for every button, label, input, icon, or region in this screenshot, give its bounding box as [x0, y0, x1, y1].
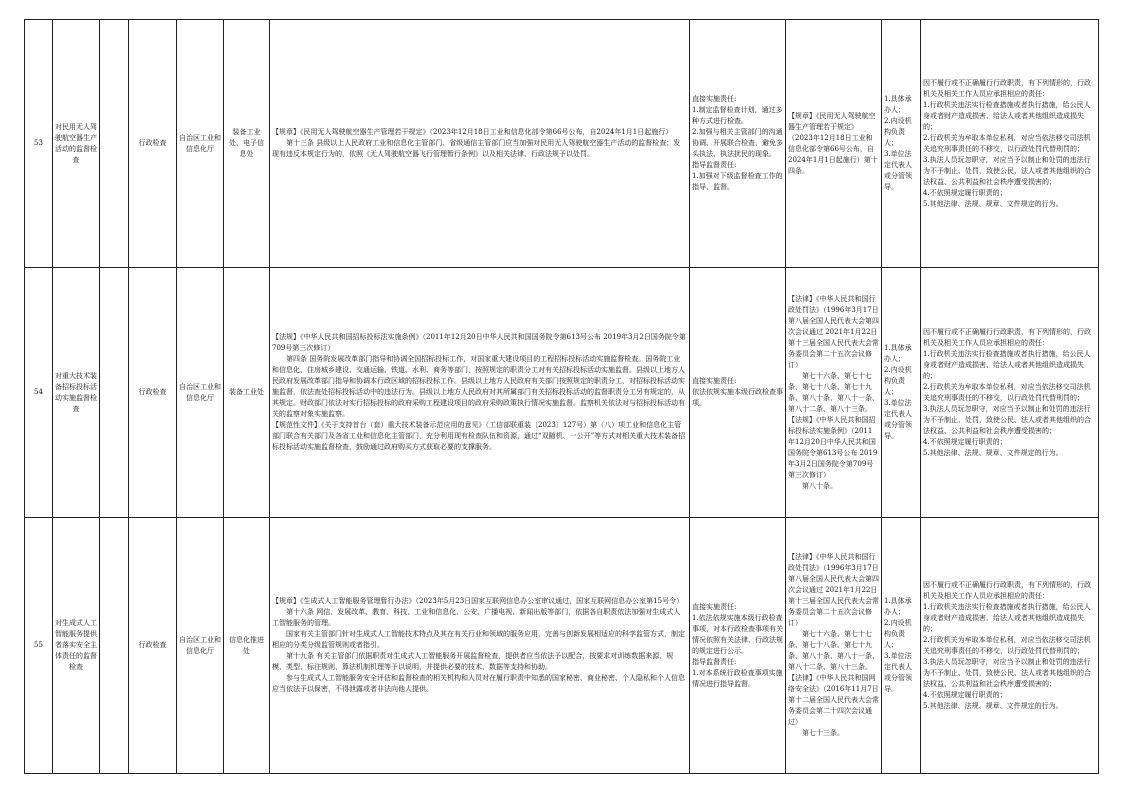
duty-subjects: [882, 518, 921, 774]
resp-line: 1.制定监督检查计划，通过多种方式进行检查。: [692, 106, 783, 125]
duty-line: 3.单位法定代表人或分管领导。: [884, 399, 912, 440]
table-row: [25, 518, 1099, 774]
resp-line: 指导监督责任:: [692, 161, 737, 169]
empty-cell: [100, 268, 129, 518]
duty-subjects: [882, 20, 921, 268]
duty-line: 2.内设机构负责人；: [884, 619, 912, 649]
empty-cell: [100, 518, 129, 774]
responsibility-basis: [786, 20, 882, 268]
resp-line: 直接实施责任:: [692, 602, 737, 611]
row-seq: 55: [25, 518, 53, 774]
item-category: 行政检查: [129, 268, 177, 518]
duty-line: 3.单位法定代表人或分管领导。: [884, 652, 912, 693]
liab-line: 1.行政机关违法实行检查措施或者执行措施，给公民人身或者财产造成损害、给法人或者其他组织造成损失的；: [923, 602, 1091, 633]
liab-line: 1.行政机关违法实行检查措施或者执行措施，给公民人身或者财产造成损害、给法人或者其他组织造成损失的；: [923, 349, 1091, 380]
liab-line: 1.行政机关违法实行检查措施或者执行措施，给公民人身或者财产造成损害、给法人或者其他组织造成损失的；: [923, 100, 1091, 131]
empty-cell: [100, 20, 129, 268]
rbasis-line: 第七十六条、第七十七条、第七十八条、第七十九条、第八十条、第八十一条、第八十二条、第八十三条。: [788, 630, 879, 671]
responsible-division: 信息化推进处: [224, 518, 270, 774]
row-seq: 53: [25, 20, 53, 268]
liab-line: 因不履行或不正确履行行政职责，有下列情形的，行政机关及相关工作人员应承担相应的责任：: [923, 580, 1091, 600]
responsible-division: 装备工业处、电子信息处: [224, 20, 270, 268]
item-category: 行政检查: [129, 518, 177, 774]
rbasis-line: 第八十条。: [802, 481, 837, 490]
responsibility-basis: [786, 518, 882, 774]
row-seq: 54: [25, 268, 53, 518]
duty-line: 3.单位法定代表人或分管领导。: [884, 150, 912, 191]
liab-line: 因不履行或不正确履行行政职责，有下列情形的，行政机关及相关工作人员应承担相应的责任：: [923, 327, 1091, 347]
resp-line: 直接实施责任:: [692, 95, 737, 103]
accountability: [921, 518, 1099, 774]
liab-line: 5.其他法律、法规、规章、文件规定的行为。: [923, 448, 1063, 457]
legal-basis: [270, 268, 690, 518]
resp-line: 1.依法依规实施本级行政检查事项，对本行政检查事项有关情况依照有关法律、行政法规的规定进行公示。: [692, 613, 783, 655]
implementing-dept: 自治区工业和信息化厅: [177, 518, 224, 774]
liab-line: 5.其他法律、法规、规章、文件规定的行为。: [923, 701, 1063, 710]
liab-line: 4.不依照规定履行职责的；: [923, 188, 1007, 197]
basis-line: 第十九条 有关主管部门依据职责对生成式人工智能服务开展监督检查，提供者应当依法予以配合，按要求对训练数据来源、规模、类型、标注规则、算法机制机理等予以说明，并提供必要的技术、数据等支持和协助。: [272, 652, 674, 671]
table-row: [25, 20, 1099, 268]
basis-line: 国家有关主管部门针对生成式人工智能技术特点及其在有关行业和领域的服务应用，完善与创新发展相适应的科学监管方式，制定相应的分类分级监管规则或者指引。: [272, 630, 685, 649]
basis-line: 第十六条 网信、发展改革、教育、科技、工业和信息化、公安、广播电视、新闻出版等部门，依据各自职责依法加强对生成式人工智能服务的管理。: [272, 608, 681, 627]
duty-line: 1.具体承办人；: [884, 597, 912, 616]
rbasis-line: 【法规】《中华人民共和国招标投标法实施条例》（2011年12月20日中华人民共和国国务院令第613号公布 2019年3月2日国务院令第709号第三次修订）: [788, 415, 878, 479]
item-name: 对民用无人驾驶航空器生产活动的监督检查: [53, 20, 100, 268]
resp-line: 1.对本系统行政检查事项实施情况进行指导监督。: [692, 668, 783, 688]
basis-line: 【法规】《中华人民共和国招标投标法实施条例》（2011年12月20日中华人民共和国国务院令第613号公布 2019年3月2日国务院令第709号第三次修订）: [272, 333, 686, 352]
accountability: [921, 20, 1099, 268]
duty-line: 2.内设机构负责人；: [884, 117, 912, 147]
item-category: 行政检查: [129, 20, 177, 268]
basis-line: 第四条 国务院发展改革部门指导和协调全国招标投标工作，对国家重大建设项目的工程招标投标活动实施监督检查。国务院工业和信息化、住房城乡建设、交通运输、铁道、水利、商务等部门，按照规定的职责分工对有关招标投标活动实施监督。县级以上地方人民政府发展改革部门指导和协调本行政区域的招标投标工作。县级以上地方人民政府有关部门按照规定的职责分工，对招标投标活动实施监督，依法查处招标投标活动中的违法行为。县级以上地方人民政府对其所属部门有关招标投标活动的监督职责分工另有规定的，从其规定。财政部门依法对实行招标投标的政府采购工程建设项目的政府采购政策执行情况实施监督。监察机关依法对与招标投标活动有关的监察对象实施监察。: [272, 355, 685, 418]
duty-line: 2.内设机构负责人；: [884, 366, 912, 396]
accountability: [921, 268, 1099, 518]
table-row: [25, 268, 1099, 518]
basis-line: 第十三条 县级以上人民政府工业和信息化主管部门、省级通信主管部门应当加强对民用无人驾驶航空器生产活动的监督检查；发现有违反本规定行为的，依照《无人驾驶航空器飞行管理暂行条例》以及相关法律、行政法规予以处罚。: [272, 139, 681, 158]
legal-basis: [270, 20, 690, 268]
responsibility: [690, 518, 786, 774]
liab-line: 2.行政机关为牟取本单位私利，对应当依法移交司法机关追究刑事责任的不移交，以行政处罚代替刑罚的；: [923, 133, 1091, 153]
rbasis-line: 【法律】《中华人民共和国网络安全法》（2016年11月7日第十二届全国人民代表大会常务委员会第二十四次会议通过）: [788, 674, 879, 726]
resp-line: 指导监督责任:: [692, 657, 737, 666]
rbasis-line: 【法律】《中华人民共和国行政处罚法》（1996年3月17日第八届全国人民代表大会第四次会议通过 2021年1月22日第十三届全国人民代表大会常务委员会第二十五次会议修订）: [788, 294, 879, 369]
liab-line: 4.不依照规定履行职责的；: [923, 437, 1007, 446]
basis-line: 【规章】《民用无人驾驶航空器生产管理若干规定》（2023年12月18日工业和信息化部令第66号公布，自2024年1月1日起施行）: [272, 128, 673, 136]
resp-line: 2.加强与相关主管部门的沟通协调、开展联合检查，避免多头执法、执法扰民的现象。: [692, 128, 783, 158]
responsibility: [690, 20, 786, 268]
implementing-dept: 自治区工业和信息化厅: [177, 268, 224, 518]
liab-line: 3.执法人员玩忽职守，对应当予以制止和处罚的违法行为不予制止、处罚，致使公民、法人或者其他组织的合法权益、公共利益和社会秩序遭受损害的；: [923, 657, 1091, 688]
legal-basis: [270, 518, 690, 774]
resp-line: 依法依规实施本级行政检查事项。: [692, 388, 783, 407]
liab-line: 3.执法人员玩忽职守，对应当予以制止和处罚的违法行为不予制止、处罚，致使公民、法人或者其他组织的合法权益、公共利益和社会秩序遭受损害的；: [923, 404, 1091, 435]
rbasis-line: 【法律】《中华人民共和国行政处罚法》（1996年3月17日第八届全国人民代表大会第四次会议通过 2021年1月22日第十三届全国人民代表大会常务委员会第二十五次会议修订）: [788, 553, 879, 627]
liab-line: 3.执法人员玩忽职守，对应当予以制止和处罚的违法行为不予制止、处罚，致使公民、法人或者其他组织的合法权益、公共利益和社会秩序遭受损害的；: [923, 155, 1091, 186]
responsibility-basis: [786, 268, 882, 518]
rbasis-line: 【规章】《民用无人驾驶航空器生产管理若干规定》（2023年12月18日工业和信息化部令第66号公布，自2024年1月1日起施行）第十四条。: [788, 111, 878, 175]
resp-line: 1.加强对下级监督检查工作的指导、监督。: [692, 172, 783, 191]
duty-subjects: [882, 268, 921, 518]
liab-line: 2.行政机关为牟取本单位私利，对应当依法移交司法机关追究刑事责任的不移交，以行政处罚代替刑罚的；: [923, 382, 1091, 402]
basis-line: 【规范性文件】《关于支持首台（套）重大技术装备示范应用的意见》（工信部联重装〔2023〕127号）第（八）项工业和信息化主管部门联合有关部门及各省工业和信息化主管部门，充分利用现有检查队伍和资源，通过“双随机、一公开”等方式对相关重大技术装备招标投标活动实施监督检查，鼓励通过政府购买方式获取必要的支撑服务。: [272, 421, 686, 451]
basis-line: 参与生成式人工智能服务安全评估和监督检查的相关机构和人员对在履行职责中知悉的国家秘密、商业秘密、个人隐私和个人信息应当依法予以保密，不得泄露或者非法向他人提供。: [272, 674, 685, 693]
liab-line: 因不履行或不正确履行行政职责，有下列情形的，行政机关及相关工作人员应承担相应的责任：: [923, 78, 1091, 98]
resp-line: 直接实施责任:: [692, 377, 737, 385]
item-name: 对生成式人工智能服务提供者落实安全主体责任的监督检查: [53, 518, 100, 774]
responsible-division: 装备工业处: [224, 268, 270, 518]
item-name: 对重大技术装备招标投标活动实施监督检查: [53, 268, 100, 518]
liab-line: 4.不依照规定履行职责的；: [923, 690, 1007, 699]
rbasis-line: 第七十六条、第七十七条、第七十八条、第七十九条、第八十条、第八十一条、第八十二条、第八十三条。: [788, 371, 879, 413]
rbasis-line: 第七十三条。: [802, 729, 844, 737]
basis-line: 【规章】《生成式人工智能服务管理暂行办法》（2023年5月23日国家互联网信息办公室审议通过，国家互联网信息办公室第15号令）: [272, 597, 684, 605]
duty-line: 1.具体承办人；: [884, 344, 912, 363]
liab-line: 5.其他法律、法规、规章、文件规定的行为。: [923, 199, 1063, 208]
duty-list-table: [24, 19, 1099, 774]
responsibility: [690, 268, 786, 518]
duty-line: 1.具体承办人；: [884, 95, 912, 114]
liab-line: 2.行政机关为牟取本单位私利，对应当依法移交司法机关追究刑事责任的不移交，以行政处罚代替刑罚的；: [923, 635, 1091, 655]
implementing-dept: 自治区工业和信息化厅: [177, 20, 224, 268]
